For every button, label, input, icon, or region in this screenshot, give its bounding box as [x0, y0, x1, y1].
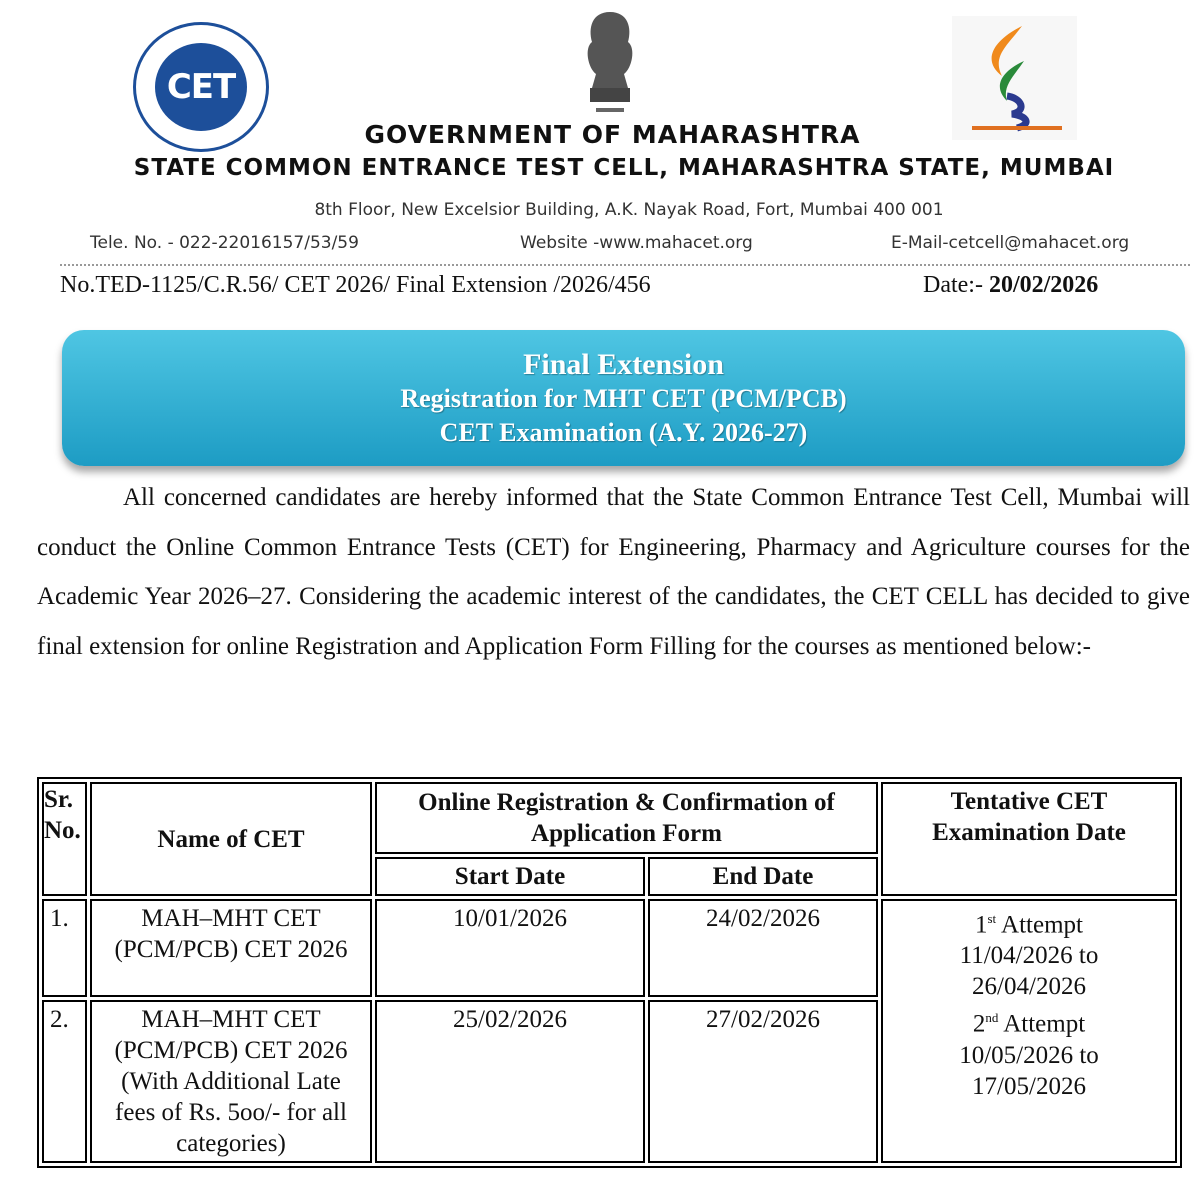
table-row [42, 899, 1177, 997]
divider [60, 264, 1190, 266]
header-start-date: Start Date [375, 857, 645, 896]
website: Website -www.mahacet.org [520, 233, 753, 253]
header-tentative-date: Tentative CET Examination Date [881, 782, 1177, 896]
header-sr-no: Sr. No. [42, 782, 87, 896]
end-date: 27/02/2026 [648, 1000, 878, 1163]
attempt-1-num: 1 [975, 911, 988, 939]
emblem-of-india-icon [570, 8, 650, 118]
date-label: Date:- [923, 272, 983, 298]
attempt-2-num: 2 [972, 1010, 986, 1038]
date-value: 20/02/2026 [988, 272, 1099, 298]
cet-name: MAH–MHT CET (PCM/PCB) CET 2026 (With Additional Late fees of Rs. 5oo/- for all categories) [90, 1000, 372, 1163]
sr-no: 2. [42, 1000, 87, 1163]
header-name: Name of CET [90, 782, 372, 896]
organization-title: STATE COMMON ENTRANCE TEST CELL, MAHARASHTRA STATE, MUMBAI [133, 155, 1115, 181]
header-online-registration: Online Registration & Confirmation of Application Form [375, 782, 878, 854]
banner-subtitle: Registration for MHT CET (PCM/PCB) [400, 384, 847, 413]
attempt-2-dates-end: 17/05/2026 [972, 1072, 1086, 1100]
sr-no: 1. [42, 899, 87, 997]
email: E-Mail-cetcell@mahacet.org [891, 233, 1130, 253]
schedule-table [37, 777, 1182, 1168]
banner-title: Final Extension [523, 348, 724, 381]
attempt-1-label: Attempt [1001, 911, 1083, 939]
reference-number: No.TED-1125/C.R.56/ CET 2026/ Final Extension /2026/456 [60, 272, 651, 298]
telephone: Tele. No. - 022-22016157/53/59 [90, 233, 359, 253]
tentative-dates [881, 899, 1177, 1163]
banner-subtitle-2: CET Examination (A.Y. 2026-27) [439, 418, 808, 447]
notice-body: All concerned candidates are hereby informed that the State Common Entrance Test Cell, Mumbai will conduct the Online Common Entrance Tests (CET) for Engineering, Pharmacy and Agriculture courses for the Academic Year 2026–27. Considering the academic interest of the candidates, the CET CELL has decided to give final extension for online Registration and Application Form Filling for the courses as mentioned below:- [37, 484, 1190, 660]
attempt-1-dates: 11/04/2026 to [959, 942, 1099, 970]
attempt-1-sup: st [987, 911, 997, 926]
notice-banner [62, 330, 1185, 466]
attempt-2-dates: 10/05/2026 to [959, 1041, 1099, 1069]
end-date: 24/02/2026 [648, 899, 878, 997]
start-date: 10/01/2026 [375, 899, 645, 997]
address: 8th Floor, New Excelsior Building, A.K. Nayak Road, Fort, Mumbai 400 001 [314, 200, 944, 220]
attempt-2-label: Attempt [1003, 1010, 1086, 1038]
header-end-date: End Date [648, 857, 878, 896]
cet-name: MAH–MHT CET (PCM/PCB) CET 2026 [90, 899, 372, 997]
attempt-2-sup: nd [985, 1010, 999, 1026]
government-title: GOVERNMENT OF MAHARASHTRA [364, 120, 861, 149]
cet-logo: CET [133, 22, 269, 152]
attempt-1-dates-end: 26/04/2026 [972, 973, 1086, 1001]
start-date: 25/02/2026 [375, 1000, 645, 1163]
